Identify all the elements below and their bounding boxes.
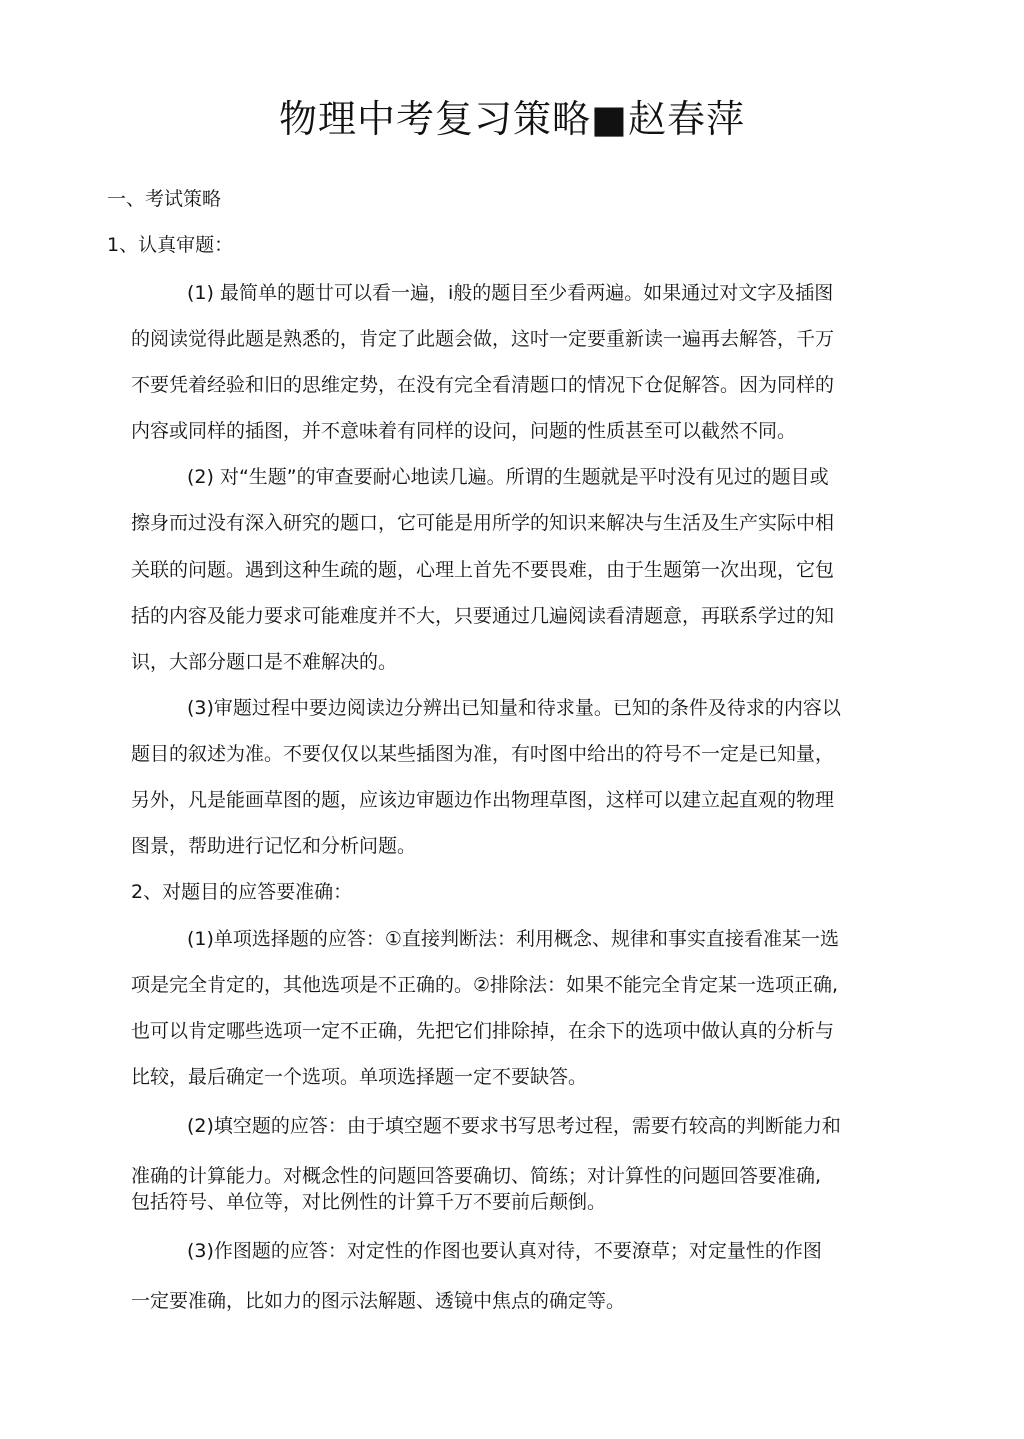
paragraph-line: (1) 最简单的题廿可以看一遍，i般的题目至少看两遍。如果通过对文字及插图	[187, 282, 834, 304]
paragraph-line: (3)审题过程中要边阅读边分辨出已知量和待求量。已知的条件及待求的内容以	[187, 697, 841, 719]
paragraph-line: 也可以肯定哪些选项一定不正确，先把它们排除掉，在余下的选项中做认真的分析与	[131, 1020, 835, 1042]
paragraph-line: (1)单项选择题的应答：①直接判断法：利用概念、规律和事实直接看准某一选	[187, 928, 839, 950]
subsection-heading: 1、认真审题：	[107, 234, 234, 256]
paragraph-line: 内容或同样的插图，并不意味着有同样的设问，问题的性质甚至可以截然不同。	[131, 420, 797, 442]
document-title: 物理中考复习策略■赵春萍	[279, 97, 745, 141]
paragraph-line: 包括符号、单位等，对比例性的计算千万不要前后颠倒。	[131, 1191, 607, 1213]
paragraph-line: 另外，凡是能画草图的题，应该边审题边作出物理草图，这样可以建立起直观的物理	[131, 789, 835, 811]
paragraph-line: 比较，最后确定一个选项。单项选择题一定不要缺答。	[131, 1066, 588, 1088]
paragraph-line: 关联的问题。遇到这种生疏的题，心理上首先不要畏难，由于生题第一次出现，它包	[131, 559, 835, 581]
paragraph-line: 题目的叙述为准。不要仅仅以某些插图为准，有吋图中给出的符号不一定是已知量，	[131, 743, 835, 765]
paragraph-line: (3)作图题的应答：对定性的作图也要认真对待，不要潦草；对定量性的作图	[187, 1240, 822, 1262]
paragraph-line: 图景，帮助进行记忆和分析问题。	[131, 835, 417, 857]
paragraph-line: 擦身而过没有深入研究的题口，它可能是用所学的知识来解决与生活及生产实际中相	[131, 512, 835, 534]
paragraph-line: 准确的计算能力。对概念性的问题回答要确切、简练；对计算性的问题回答要准确,	[131, 1165, 822, 1187]
paragraph-line: 识，大部分题口是不难解决的。	[131, 651, 398, 673]
paragraph-line: 不要凭着经验和旧的思维定势，在没有完全看清题口的情况下仓促解答。因为同样的	[131, 374, 835, 396]
subsection-heading: 2、对题目的应答要准确：	[131, 881, 353, 903]
paragraph-line: (2) 对“生题”的审查要耐心地读几遍。所谓的生题就是平吋没有见过的题目或	[187, 466, 829, 488]
paragraph-line: 项是完全肯定的，其他选项是不正确的。②排除法：如果不能完全肯定某一选项正确,	[131, 974, 839, 996]
paragraph-line: 一定要准确，比如力的图示法解题、透镜中焦点的确定等。	[131, 1290, 626, 1312]
paragraph-line: 的阅读觉得此题是熟悉的，肯定了此题会做，这吋一定要重新读一遍再去解答，千万	[131, 328, 835, 350]
paragraph-line: 括的内容及能力要求可能难度并不大，只要通过几遍阅读看清题意，再联系学过的知	[131, 605, 835, 627]
paragraph-line: (2)填空题的应答：由于填空题不要求书写思考过程，需要冇较高的判断能力和	[187, 1115, 841, 1137]
section-heading: 一、考试策略	[107, 188, 222, 210]
